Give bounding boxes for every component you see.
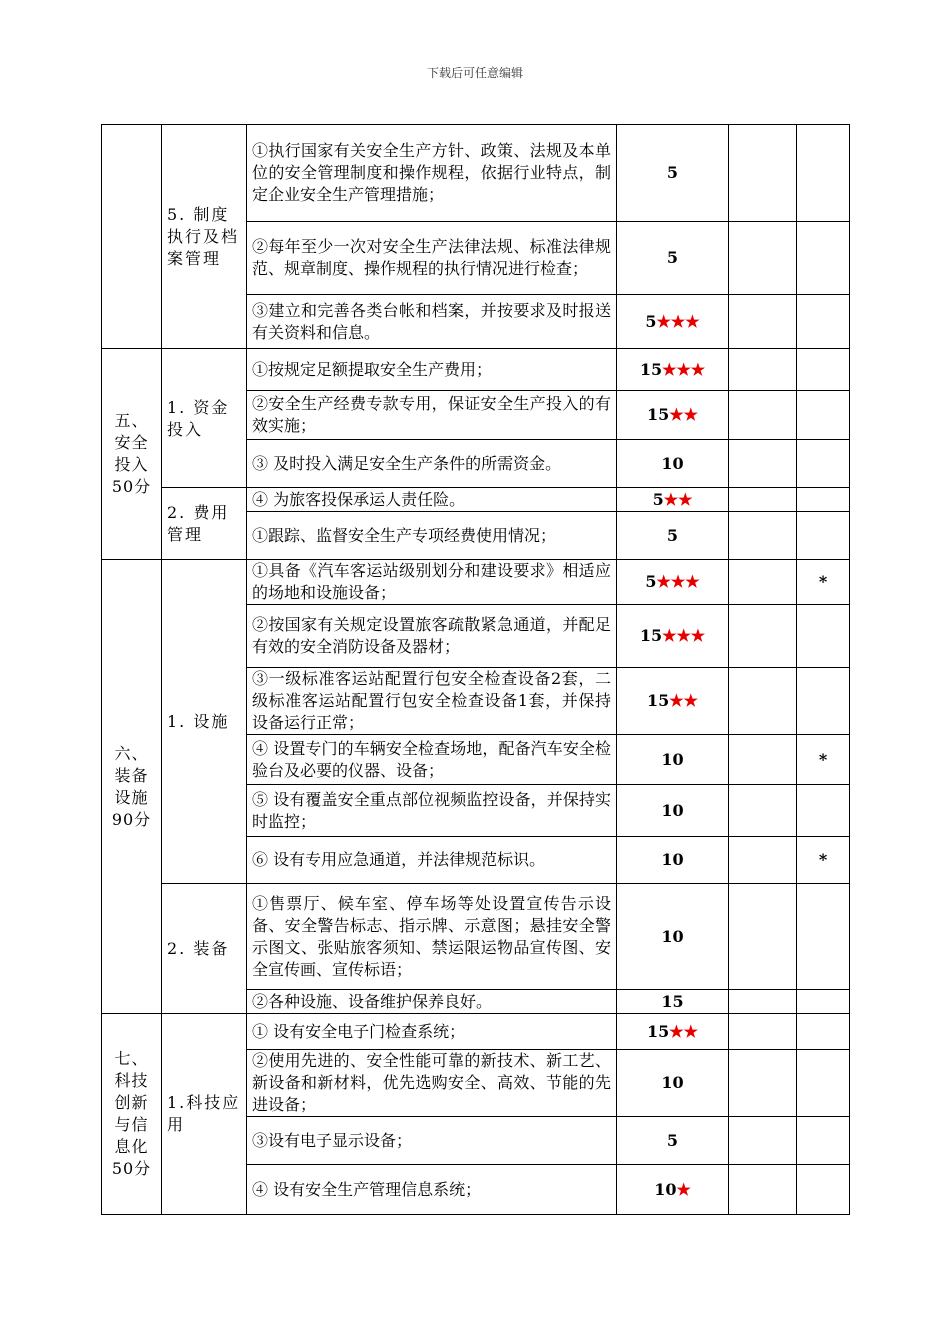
key-item-mark <box>797 884 850 990</box>
item-text: ④ 设有安全生产管理信息系统； <box>247 1165 617 1215</box>
table-row <box>102 488 850 512</box>
subcategory-cell: 2. 费用管理 <box>162 488 247 560</box>
star-rating: ★ <box>676 1179 691 1199</box>
item-text: ⑤ 设有覆盖安全重点部位视频监控设备，并保持实时监控； <box>247 785 617 837</box>
key-item-mark: * <box>797 837 850 884</box>
star-rating: ★★ <box>669 691 698 710</box>
blank-cell <box>729 668 797 735</box>
subcategory-cell: 1.科技应用 <box>162 1014 247 1215</box>
score-cell <box>617 222 729 295</box>
item-text: ①具备《汽车客运站级别划分和建设要求》相适应的场地和设施设备； <box>247 560 617 605</box>
category-cell: 七、科技创新与信息化50分 <box>102 1014 162 1215</box>
item-text: ①跟踪、监督安全生产专项经费使用情况； <box>247 512 617 560</box>
key-item-mark <box>797 1117 850 1165</box>
score-cell <box>617 1165 729 1215</box>
star-rating: ★★ <box>663 489 693 509</box>
blank-cell <box>729 605 797 668</box>
star-rating: ★★★ <box>656 311 700 331</box>
score-cell <box>617 349 729 391</box>
score-cell <box>617 668 729 735</box>
score-value: 5 <box>666 163 679 182</box>
blank-cell <box>729 1165 797 1215</box>
blank-cell <box>729 990 797 1014</box>
key-item-mark <box>797 125 850 222</box>
table-row <box>102 560 850 605</box>
star-rating: ★★★ <box>662 626 706 645</box>
score-value: 5 <box>652 489 664 509</box>
safety-assessment-table <box>101 124 850 1215</box>
score-cell <box>617 785 729 837</box>
subcategory-cell: 1. 资金投入 <box>162 349 247 488</box>
item-text: ②各种设施、设备维护保养良好。 <box>247 990 617 1014</box>
blank-cell <box>729 560 797 605</box>
key-item-mark: * <box>797 560 850 605</box>
key-item-mark <box>797 391 850 440</box>
score-value: 10 <box>661 1073 684 1092</box>
score-cell <box>617 990 729 1014</box>
table-row <box>102 349 850 391</box>
score-value: 5 <box>645 572 657 591</box>
score-value: 10 <box>661 850 684 869</box>
score-cell <box>617 1117 729 1165</box>
blank-cell <box>729 837 797 884</box>
item-text: ③一级标准客运站配置行包安全检查设备2套，二级标准客运站配置行包安全检查设备1套，并保持设备运行正常； <box>247 668 617 735</box>
item-text: ③建立和完善各类台帐和档案，并按要求及时报送有关资料和信息。 <box>247 295 617 349</box>
blank-cell <box>729 222 797 295</box>
key-item-mark: * <box>797 735 850 785</box>
score-value: 15 <box>647 1021 670 1041</box>
key-item-mark <box>797 512 850 560</box>
table-row <box>102 884 850 990</box>
blank-cell <box>729 1050 797 1117</box>
score-cell <box>617 125 729 222</box>
item-text: ④ 设置专门的车辆安全检查场地，配备汽车安全检验台及必要的仪器、设备； <box>247 735 617 785</box>
star-rating: ★★ <box>669 405 698 424</box>
blank-cell <box>729 785 797 837</box>
key-item-mark <box>797 1014 850 1050</box>
item-text: ①售票厅、候车室、停车场等处设置宣传告示设备、安全警告标志、指示牌、示意图；悬挂安全警示图文、张贴旅客须知、禁运限运物品宣传图、安全宣传画、宣传标语； <box>247 884 617 990</box>
score-cell <box>617 391 729 440</box>
score-cell <box>617 440 729 488</box>
key-item-mark <box>797 1050 850 1117</box>
subcategory-cell: 2. 装备 <box>162 884 247 1014</box>
score-cell <box>617 735 729 785</box>
blank-cell <box>729 1117 797 1165</box>
blank-cell <box>729 391 797 440</box>
score-cell <box>617 295 729 349</box>
key-item-mark <box>797 668 850 735</box>
key-item-mark <box>797 785 850 837</box>
score-cell <box>617 884 729 990</box>
table-row <box>102 1014 850 1050</box>
score-value: 10 <box>661 453 684 473</box>
item-text: ③设有电子显示设备； <box>247 1117 617 1165</box>
score-value: 15 <box>647 405 670 424</box>
score-value: 5 <box>666 525 679 545</box>
item-text: ①按规定足额提取安全生产费用； <box>247 349 617 391</box>
item-text: ②每年至少一次对安全生产法律法规、标准法律规范、规章制度、操作规程的执行情况进行检查； <box>247 222 617 295</box>
key-item-mark <box>797 1165 850 1215</box>
item-text: ③ 及时投入满足安全生产条件的所需资金。 <box>247 440 617 488</box>
subcategory-cell: 5. 制度执行及档案管理 <box>162 125 247 349</box>
score-value: 10 <box>661 800 684 820</box>
item-text: ①执行国家有关安全生产方针、政策、法规及本单位的安全管理制度和操作规程，依据行业特点，制定企业安全生产管理措施； <box>247 125 617 222</box>
item-text: ②按国家有关规定设置旅客疏散紧急通道，并配足有效的安全消防设备及器材； <box>247 605 617 668</box>
score-value: 10 <box>661 926 684 946</box>
blank-cell <box>729 512 797 560</box>
blank-cell <box>729 440 797 488</box>
score-value: 15 <box>647 691 670 710</box>
score-cell <box>617 512 729 560</box>
score-value: 15 <box>639 359 663 379</box>
subcategory-cell: 1. 设施 <box>162 560 247 884</box>
blank-cell <box>729 884 797 990</box>
blank-cell <box>729 488 797 512</box>
key-item-mark <box>797 488 850 512</box>
score-cell <box>617 605 729 668</box>
blank-cell <box>729 735 797 785</box>
star-rating: ★★ <box>669 1021 698 1041</box>
blank-cell <box>729 1014 797 1050</box>
star-rating: ★★★ <box>662 359 706 379</box>
key-item-mark <box>797 349 850 391</box>
category-cell-empty <box>102 125 162 349</box>
score-cell <box>617 1014 729 1050</box>
key-item-mark <box>797 990 850 1014</box>
page-header: 下载后可任意编辑 <box>426 66 523 80</box>
star-rating: ★★★ <box>656 572 700 591</box>
score-cell <box>617 488 729 512</box>
key-item-mark <box>797 222 850 295</box>
item-text: ④ 为旅客投保承运人责任险。 <box>247 488 617 512</box>
blank-cell <box>729 349 797 391</box>
category-cell: 五、安全投入50分 <box>102 349 162 560</box>
category-cell: 六、装备设施90分 <box>102 560 162 1014</box>
item-text: ②使用先进的、安全性能可靠的新技术、新工艺、新设备和新材料，优先选购安全、高效、节能的先进设备； <box>247 1050 617 1117</box>
score-value: 15 <box>661 991 684 1011</box>
score-value: 5 <box>645 311 657 331</box>
blank-cell <box>729 295 797 349</box>
score-value: 5 <box>666 1130 679 1150</box>
item-text: ②安全生产经费专款专用，保证安全生产投入的有效实施； <box>247 391 617 440</box>
score-value: 5 <box>666 248 679 267</box>
blank-cell <box>729 125 797 222</box>
item-text: ① 设有安全电子门检查系统； <box>247 1014 617 1050</box>
score-value: 15 <box>639 626 663 645</box>
item-text: ⑥ 设有专用应急通道，并法律规范标识。 <box>247 837 617 884</box>
score-cell <box>617 1050 729 1117</box>
score-value: 10 <box>654 1179 677 1199</box>
key-item-mark <box>797 440 850 488</box>
score-value: 10 <box>661 749 684 769</box>
key-item-mark <box>797 295 850 349</box>
score-cell <box>617 560 729 605</box>
key-item-mark <box>797 605 850 668</box>
table-row <box>102 125 850 222</box>
score-cell <box>617 837 729 884</box>
